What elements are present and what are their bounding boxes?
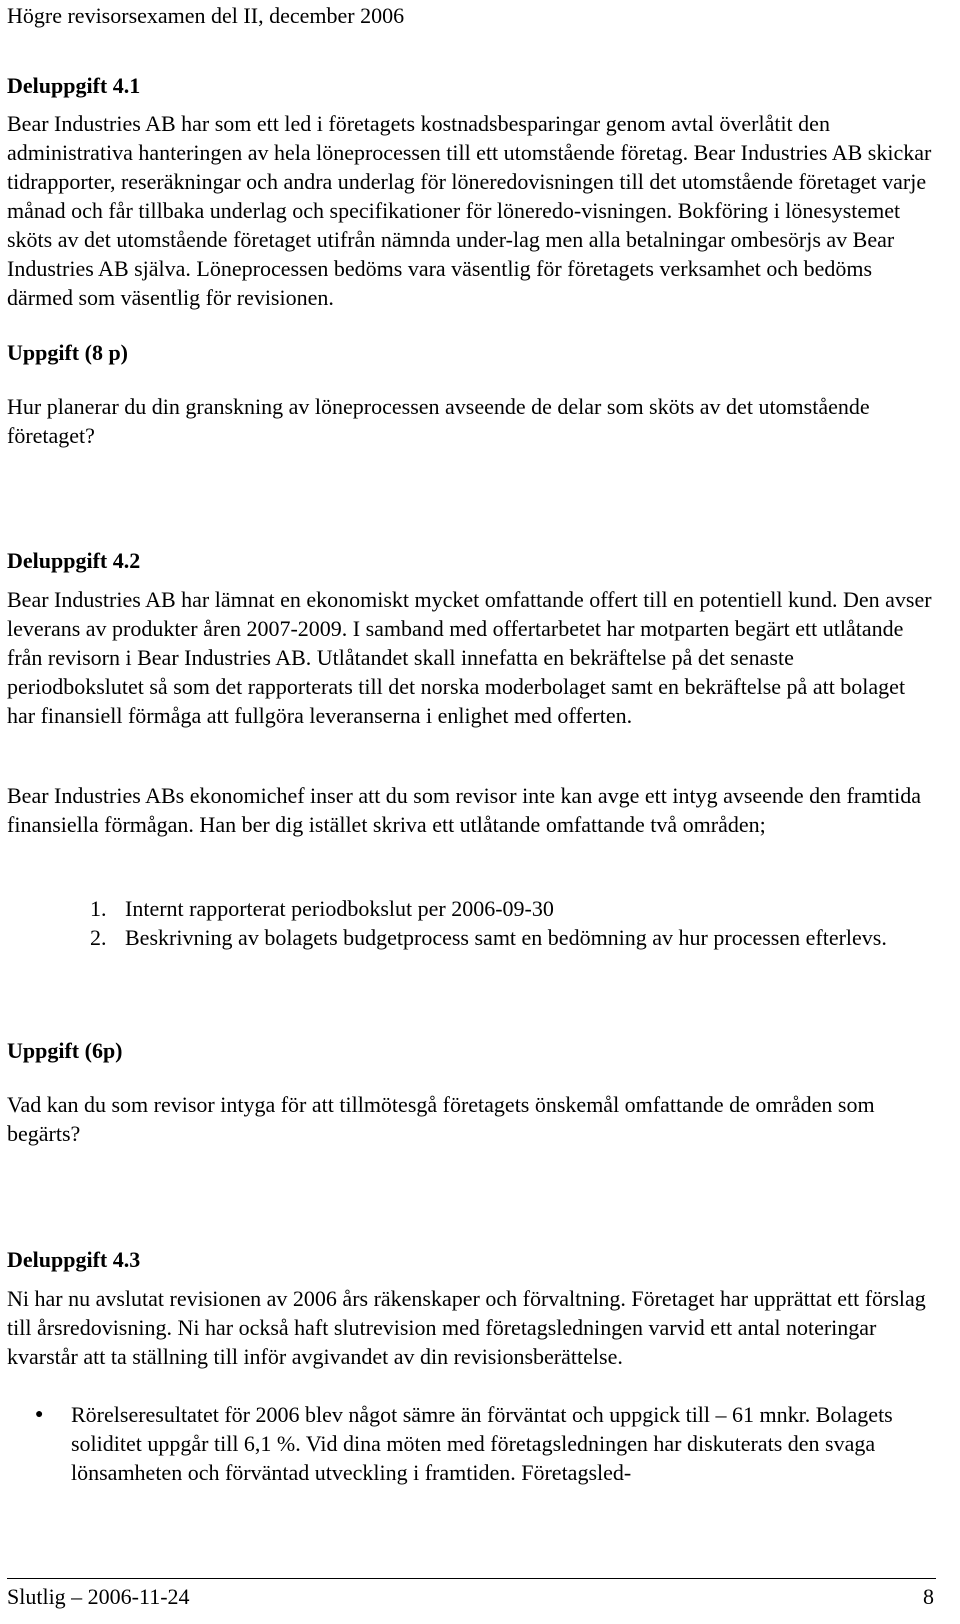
list-item-number: 2. [90,925,107,950]
bullet-item-text: Rörelseresultatet för 2006 blev något sämre än förväntat och uppgick till – 61 mnkr. Bolagets soliditet uppgår till 6,1 %. Vid dina möten med företagsledningen har diskuterats den svaga lönsamheten och förväntad utveckling i framtiden. Företagsled- [71,1402,893,1485]
section-4-3-paragraph: Ni har nu avslutat revisionen av 2006 års räkenskaper och förvaltning. Företaget har upprättat ett förslag till årsredovisning. Ni har också haft slutrevision med företagsledningen varvid ett antal noteringar kvarstår att ta ställning till inför avgivandet av din revisionsberättelse. [7,1286,926,1369]
footer-status: Slutlig – 2006-11-24 [7,1584,190,1609]
task-heading-4-1: Uppgift (8 p) [7,340,129,365]
page-number: 8 [923,1584,934,1609]
page-header: Högre revisorsexamen del II, december 2006 [7,3,405,28]
list-item-text: Internt rapporterat periodbokslut per 2006-09-30 [125,896,554,921]
list-item-text: Beskrivning av bolagets budgetprocess samt en bedömning av hur processen efterlevs. [125,925,887,950]
section-4-1-paragraph: Bear Industries AB har som ett led i företagets kostnadsbesparingar genom avtal överlåtit den administrativa hanteringen av hela löneprocessen till ett utomstående företag. Bear Industries AB skickar tidrapporter, reseräkningar och andra underlag för löneredovisningen till det utomstående företaget varje månad och får tillbaka underlag och specifikationer för löneredo-visningen. Bokföring i lönesystemet sköts av det utomstående företaget utifrån nämnda under-lag men alla betalningar ombesörjs av Bear Industries AB själva. Löneprocessen bedöms vara väsentlig för företagets verksamhet och bedöms därmed som väsentlig för revisionen. [7,111,932,310]
task-question-4-1: Hur planerar du din granskning av löneprocessen avseende de delar som sköts av det utomstående företaget? [7,394,870,448]
bullet-icon: ● [35,1407,44,1422]
section-heading-4-1: Deluppgift 4.1 [7,73,141,98]
list-item-number: 1. [90,896,107,921]
section-4-2-paragraph-2: Bear Industries ABs ekonomichef inser att du som revisor inte kan avge ett intyg avseende den framtida finansiella förmågan. Han ber dig istället skriva ett utlåtande omfattande två områden; [7,783,921,837]
section-heading-4-2: Deluppgift 4.2 [7,548,141,573]
section-heading-4-3: Deluppgift 4.3 [7,1247,141,1272]
footer-divider [7,1578,936,1579]
task-question-4-2: Vad kan du som revisor intyga för att tillmötesgå företagets önskemål omfattande de områden som begärts? [7,1092,875,1146]
section-4-2-paragraph-1: Bear Industries AB har lämnat en ekonomiskt mycket omfattande offert till en potentiell kund. Den avser leverans av produkter åren 2007-2009. I samband med offertarbetet har motparten begärt ett utlåtande från revisorn i Bear Industries AB. Utlåtandet skall innefatta en bekräftelse på det senaste periodbokslutet så som det rapporterats till det norska moderbolaget samt en bekräftelse på att bolaget har finansiell förmåga att fullgöra leveranserna i enlighet med offerten. [7,587,932,728]
task-heading-4-2: Uppgift (6p) [7,1038,123,1063]
